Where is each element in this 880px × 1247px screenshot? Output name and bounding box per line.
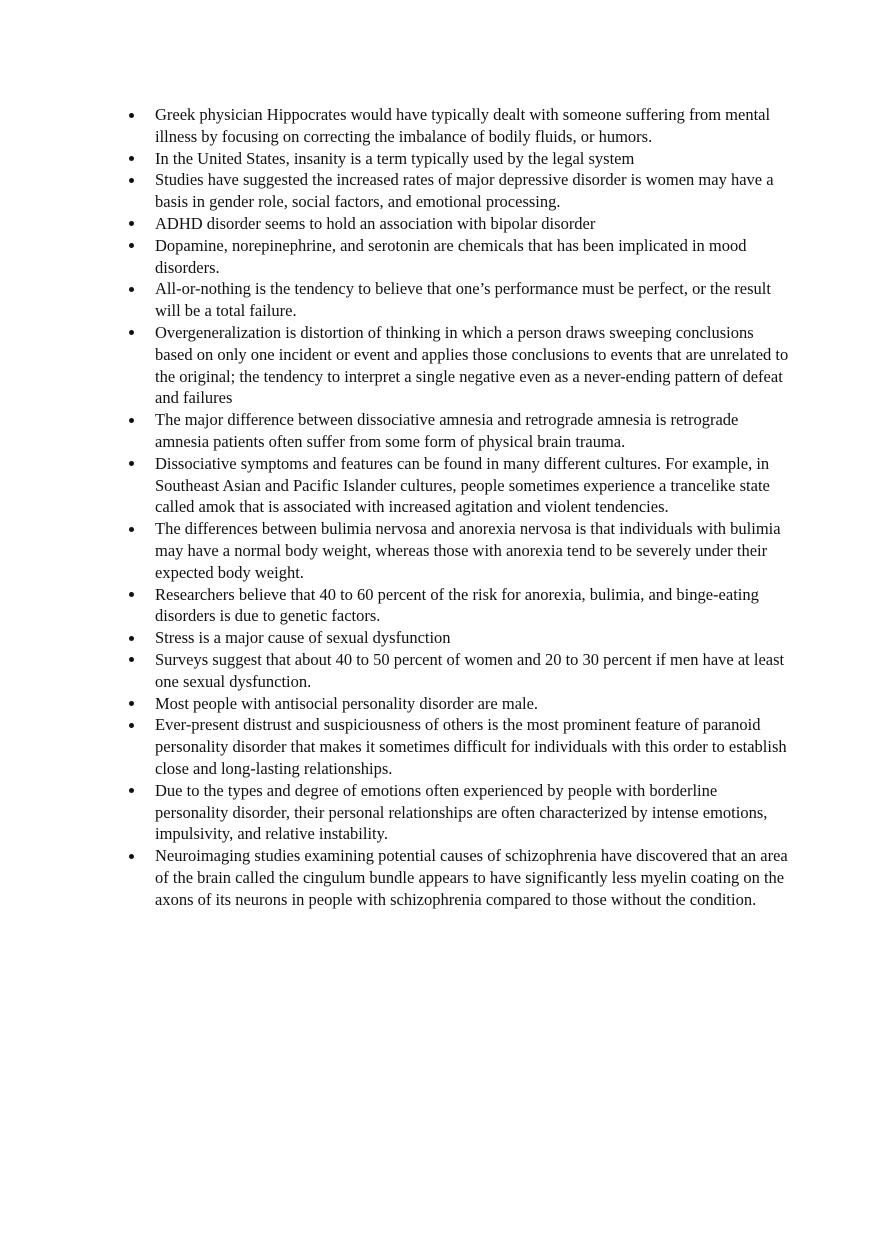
list-item-text: Due to the types and degree of emotions often experienced by people with borderline personality disorder, their personal relationships are often characterized by intense emotions, impulsivity, and relative instability. — [155, 780, 768, 844]
list-item-text: In the United States, insanity is a term typically used by the legal system — [155, 148, 635, 168]
bullet-list — [129, 104, 789, 910]
list-item — [129, 409, 789, 453]
bullet-icon — [129, 701, 134, 706]
bullet-icon — [129, 527, 134, 532]
list-item-text: Ever-present distrust and suspiciousness of others is the most prominent feature of paranoid personality disorder that makes it sometimes difficult for individuals with this order to establish close and long-lasting relationships. — [155, 715, 787, 778]
bullet-icon — [129, 178, 134, 183]
list-item — [129, 780, 789, 845]
bullet-icon — [129, 636, 134, 641]
list-item — [129, 627, 789, 649]
bullet-icon — [129, 287, 134, 292]
list-item-text: ADHD disorder seems to hold an association with bipolar disorder — [155, 213, 596, 233]
list-item-text: The major difference between dissociative amnesia and retrograde amnesia is retrograde amnesia patients often suffer from some form of physical brain trauma. — [155, 410, 739, 451]
list-item — [129, 148, 789, 170]
list-item — [129, 278, 789, 322]
list-item — [129, 518, 789, 583]
list-item — [129, 322, 789, 409]
list-item — [129, 453, 789, 518]
list-item — [129, 693, 789, 715]
bullet-icon — [129, 788, 134, 793]
bullet-icon — [129, 592, 134, 597]
list-item — [129, 104, 789, 148]
bullet-icon — [129, 330, 134, 335]
bullet-icon — [129, 221, 134, 226]
bullet-icon — [129, 113, 134, 118]
list-item-text: The differences between bulimia nervosa and anorexia nervosa is that individuals with bulimia may have a normal body weight, whereas those with anorexia tend to be severely under their expected body weight. — [155, 519, 781, 582]
list-item — [129, 845, 789, 910]
list-item-text: Overgeneralization is distortion of thinking in which a person draws sweeping conclusions based on only one incident or event and applies those conclusions to events that are unrelated to the original; the tendency to interpret a single negative even as a never-ending pattern of defeat and failures — [155, 322, 789, 408]
list-item-text: Dissociative symptoms and features can be found in many different cultures. For example, in Southeast Asian and Pacific Islander cultures, people sometimes experience a trancelike state called amok that is associated with increased agitation and violent tendencies. — [155, 453, 770, 517]
list-item-text: Greek physician Hippocrates would have typically dealt with someone suffering from mental illness by focusing on correcting the imbalance of bodily fluids, or humors. — [155, 105, 771, 146]
list-item — [129, 584, 789, 628]
list-item-text: Most people with antisocial personality disorder are male. — [155, 693, 539, 713]
list-item — [129, 649, 789, 693]
list-item-text: Researchers believe that 40 to 60 percent of the risk for anorexia, bulimia, and binge-eating disorders is due to genetic factors. — [155, 584, 759, 626]
list-item — [129, 169, 789, 213]
list-item-text: Dopamine, norepinephrine, and serotonin are chemicals that has been implicated in mood disorders. — [155, 235, 747, 277]
list-item-text: Studies have suggested the increased rates of major depressive disorder is women may have a basis in gender role, social factors, and emotional processing. — [155, 170, 774, 212]
bullet-icon — [129, 461, 134, 466]
bullet-icon — [129, 156, 134, 161]
bullet-icon — [129, 723, 134, 728]
list-item — [129, 714, 789, 779]
bullet-icon — [129, 657, 134, 662]
bullet-icon — [129, 418, 134, 423]
list-item-text: Stress is a major cause of sexual dysfunction — [155, 628, 451, 648]
list-item — [129, 235, 789, 279]
list-item-text: Surveys suggest that about 40 to 50 percent of women and 20 to 30 percent if men have at least one sexual dysfunction. — [155, 649, 785, 691]
bullet-icon — [129, 243, 134, 248]
list-item — [129, 213, 789, 235]
bullet-icon — [129, 854, 134, 859]
list-item-text: All-or-nothing is the tendency to believe that one’s performance must be perfect, or the result will be a total failure. — [155, 279, 771, 321]
list-item-text: Neuroimaging studies examining potential causes of schizophrenia have discovered that an area of the brain called the cingulum bundle appears to have significantly less myelin coating on the axons of its neurons in people with schizophrenia compared to those without the condition. — [155, 846, 788, 909]
